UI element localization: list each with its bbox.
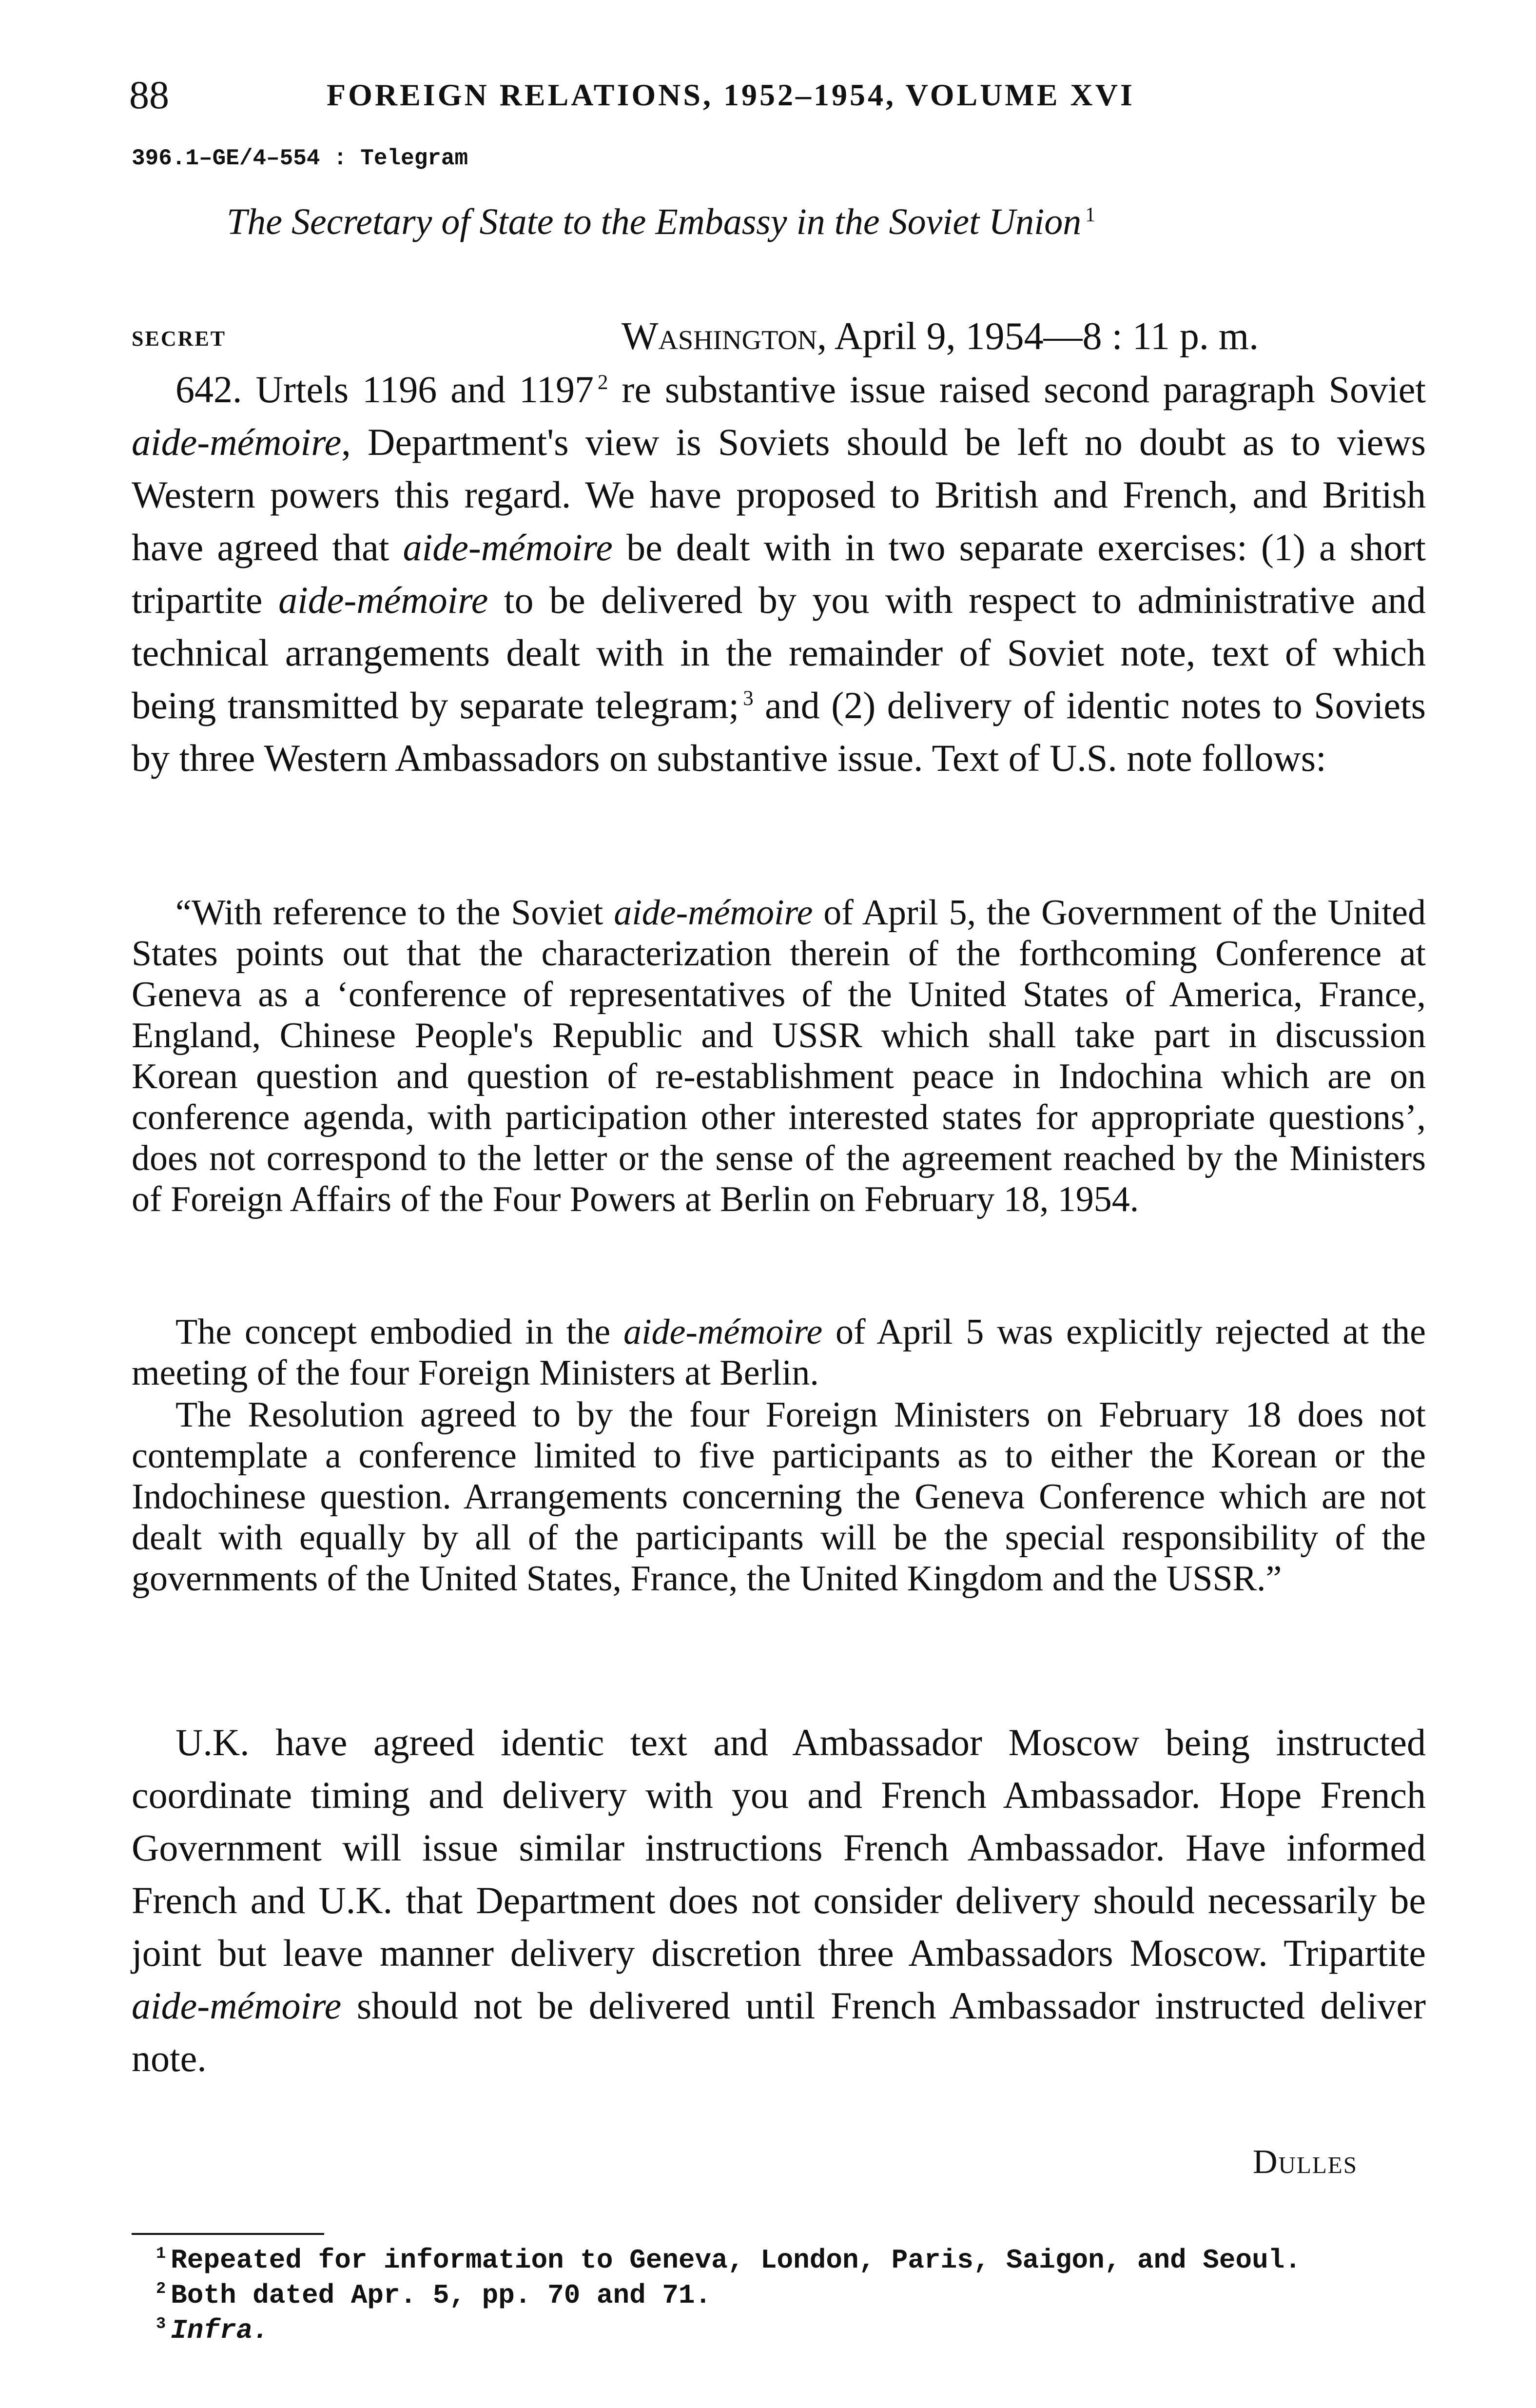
footnote-3: $^3$ Infra. bbox=[156, 2315, 269, 2346]
document-title bbox=[227, 197, 1095, 246]
page-number: 88 bbox=[129, 73, 169, 117]
body-paragraph-2: U.K. have agreed identic text and Ambassador Moscow being instructed coordinate timing and delivery with you and French Ambassador. Hope French Government will issue similar instructions French Ambassador. Have informed French and U.K. that Department does not consider delivery should necessarily be joint but leave manner delivery discretion three Ambassadors Moscow. Tripartite aide-mémoire should not be delivered until French Ambassador instructed deliver note. bbox=[132, 1721, 1426, 2079]
italic-term: aide-mémoire bbox=[614, 893, 813, 933]
footnote-ref-2: 2 bbox=[597, 371, 608, 394]
italic-term: aide-mémoire bbox=[132, 1984, 342, 2027]
footnotes bbox=[156, 2243, 1301, 2348]
document-title-text: The Secretary of State to the Embassy in the Soviet Union bbox=[227, 201, 1082, 242]
footnote-ref-1: 1 bbox=[1085, 203, 1096, 226]
body-paragraph-1: 642. Urtels 1196 and 1197 $^2$ re substantive issue raised second paragraph Soviet aide-mémoire, Department's view is Soviets should be left no doubt as to views Western powers this regard. We have proposed to British and French, and British have agreed that aide-mémoire be dealt with in two separate exercises: (1) a short tripartite aide-mémoire to be delivered by you with respect to administrative and technical arrangements dealt with in the remainder of Soviet note, text of which being transmitted by separate telegram; $^3$ and (2) delivery of identic notes to Soviets by three Western Ambassadors on substantive issue. Text of U.S. note follows: bbox=[132, 368, 1426, 779]
dateline-date: , April 9, 1954—8 : 11 p. m. bbox=[817, 315, 1259, 358]
file-reference: 396.1–GE/4–554 : Telegram bbox=[132, 146, 468, 171]
footnote-2: $^2$ Both dated Apr. 5, pp. 70 and 71. bbox=[156, 2280, 712, 2311]
quoted-note-paragraph-3: The Resolution agreed to by the four Foreign Ministers on February 18 does not contemplate a conference limited to five participants as to either the Korean or the Indochinese question. Arrangements concerning the Geneva Conference which are not dealt with equally by all of the participants will be the special responsibility of the governments of the United States, France, the United Kingdom and the USSR.” bbox=[132, 1395, 1426, 1599]
italic-term: aide-mémoire bbox=[623, 1312, 823, 1352]
quoted-note-paragraph-2: The concept embodied in the aide-mémoire of April 5 was explicitly rejected at the meeting of the four Foreign Ministers at Berlin. bbox=[132, 1312, 1426, 1393]
running-header bbox=[129, 73, 1416, 120]
signature: Dulles bbox=[1253, 2143, 1358, 2181]
footnote-ref-3: 3 bbox=[743, 687, 754, 710]
running-title: FOREIGN RELATIONS, 1952–1954, VOLUME XVI bbox=[327, 78, 1135, 112]
italic-term: aide-mémoire bbox=[403, 526, 613, 568]
footnote-divider bbox=[132, 2233, 324, 2235]
italic-term: aide-mémoire bbox=[278, 579, 488, 621]
classification-marking: SECRET bbox=[132, 327, 227, 351]
dateline-place: Washington bbox=[622, 315, 817, 358]
dateline bbox=[622, 312, 1259, 361]
footnote-1: $^1$ Repeated for information to Geneva, London, Paris, Saigon, and Seoul. bbox=[156, 2245, 1301, 2276]
quoted-note-paragraph-1: “With reference to the Soviet aide-mémoire of April 5, the Government of the United States points out that the characterization therein of the forthcoming Conference at Geneva as a ‘conference of representatives of the United States of America, France, England, Chinese People's Republic and USSR which shall take part in discussion Korean question and question of re-establishment peace in Indochina which are on conference agenda, with participation other interested states for appropriate questions’, does not correspond to the letter or the sense of the agreement reached by the Ministers of Foreign Affairs of the Four Powers at Berlin on February 18, 1954. bbox=[132, 893, 1426, 1219]
italic-term: aide-mémoire bbox=[132, 421, 342, 463]
